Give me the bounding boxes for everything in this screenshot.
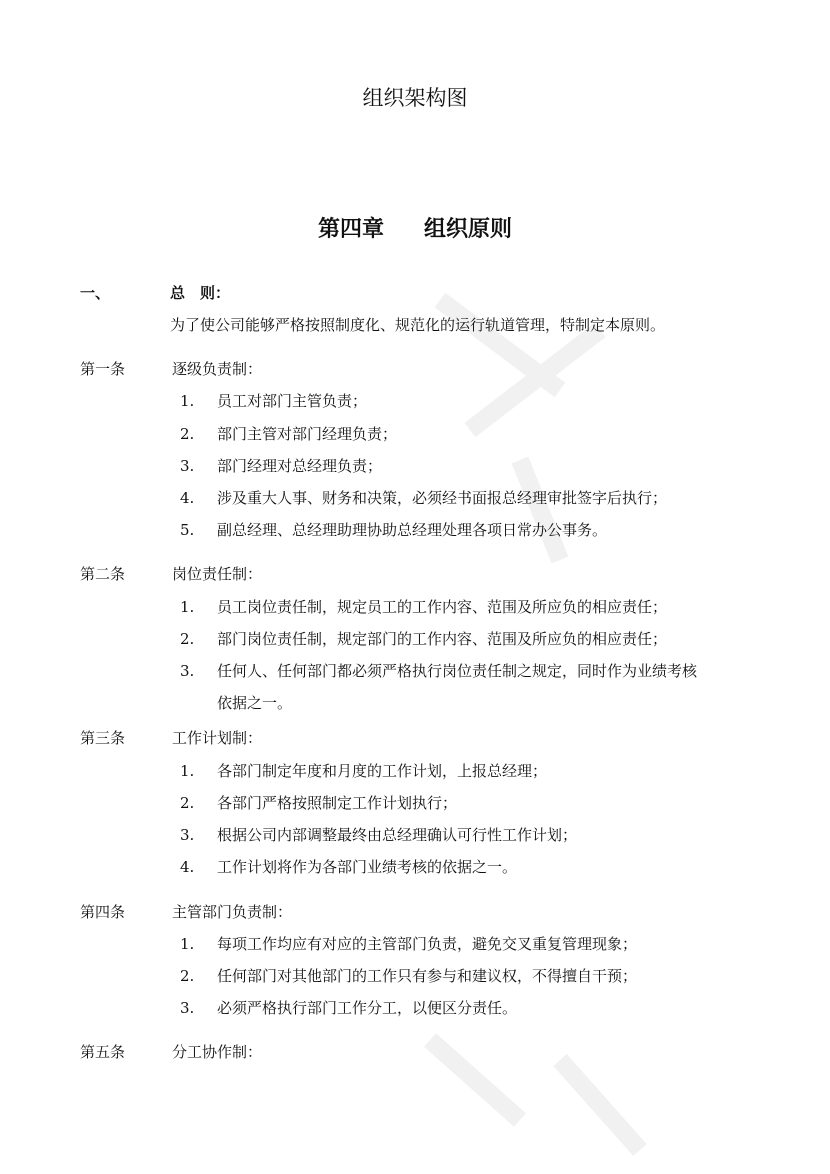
list-item-text: 员工岗位责任制，规定员工的工作内容、范围及所应负的相应责任； — [217, 598, 668, 616]
chapter-name: 组织原则 — [424, 217, 513, 242]
list-item-text: 各部门严格按照制定工作计划执行； — [217, 794, 458, 812]
section-paragraph: 为了使公司能够严格按照制度化、规范化的运行轨道管理，特制定本原则。 — [170, 316, 666, 334]
list-item-text: 任何部门对其他部门的工作只有参与和建议权，不得擅自干预； — [217, 967, 638, 985]
list-item-text: 部门主管对部门经理负责； — [217, 425, 398, 443]
list-item-number: 4. — [180, 489, 195, 507]
article-heading: 工作计划制： — [172, 729, 263, 747]
list-item-number: 3. — [180, 826, 195, 844]
article-heading: 分工协作制： — [172, 1043, 263, 1061]
article-heading: 主管部门负责制： — [172, 903, 293, 921]
article-heading: 逐级负责制： — [172, 360, 263, 378]
list-item-text: 必须严格执行部门工作分工，以便区分责任。 — [217, 999, 518, 1017]
article-label: 第一条 — [80, 360, 126, 378]
list-item-text: 员工对部门主管负责； — [217, 392, 368, 410]
list-item-text: 各部门制定年度和月度的工作计划，上报总经理； — [217, 762, 548, 780]
list-item-number: 3. — [180, 662, 195, 680]
list-item-text: 每项工作均应有对应的主管部门负责，避免交叉重复管理现象； — [217, 935, 638, 953]
article-heading: 岗位责任制： — [172, 565, 263, 583]
list-item-number: 1. — [180, 762, 195, 780]
list-item-number: 5. — [180, 521, 195, 539]
chapter-heading — [0, 217, 830, 242]
article-label: 第三条 — [80, 729, 126, 747]
list-item-number: 2. — [180, 794, 195, 812]
document-title: 组织架构图 — [362, 86, 468, 110]
list-item-text: 部门经理对总经理负责； — [217, 457, 383, 475]
list-item-number: 4. — [180, 858, 195, 876]
list-item-number: 2. — [180, 967, 195, 985]
list-item-number: 3. — [180, 457, 195, 475]
list-item-text: 部门岗位责任制，规定部门的工作内容、范围及所应负的相应责任； — [217, 630, 668, 648]
list-item-text: 任何人、任何部门都必须严格执行岗位责任制之规定，同时作为业绩考核 — [217, 662, 698, 680]
list-item-number: 3. — [180, 999, 195, 1017]
list-item-text: 工作计划将作为各部门业绩考核的依据之一。 — [217, 858, 518, 876]
article-label: 第五条 — [80, 1043, 126, 1061]
list-item-number: 2. — [180, 630, 195, 648]
list-item-number: 2. — [180, 425, 195, 443]
article-label: 第四条 — [80, 903, 126, 921]
list-item-number: 1. — [180, 392, 195, 410]
list-item-number: 1. — [180, 935, 195, 953]
list-item-text: 涉及重大人事、财务和决策，必须经书面报总经理审批签字后执行； — [217, 489, 668, 507]
list-item-continuation: 依据之一。 — [217, 694, 293, 712]
section-label: 一、 — [80, 284, 111, 302]
list-item-number: 1. — [180, 598, 195, 616]
chapter-number: 第四章 — [317, 217, 384, 242]
list-item-text: 副总经理、总经理助理协助总经理处理各项日常办公事务。 — [217, 521, 608, 539]
list-item-text: 根据公司内部调整最终由总经理确认可行性工作计划； — [217, 826, 578, 844]
section-heading: 总 则： — [170, 284, 231, 302]
article-label: 第二条 — [80, 565, 126, 583]
